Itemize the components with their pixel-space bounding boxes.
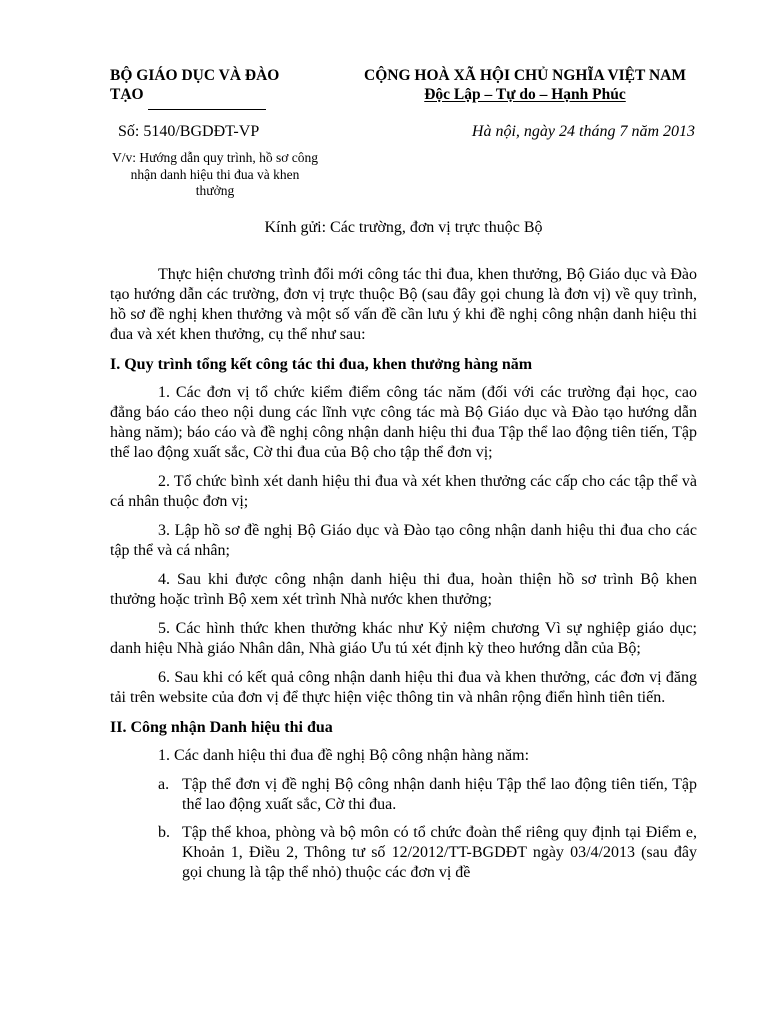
intro-paragraph: Thực hiện chương trình đổi mới công tác thi đua, khen thưởng, Bộ Giáo dục và Đào tạo hướng dẫn các trường, đơn vị trực thuộc Bộ (sau đây gọi chung là đơn vị) về quy trình, hồ sơ đề nghị khen thưởng và một số vấn đề cần lưu ý khi đề nghị công nhận danh hiệu thi đua và xét khen thưởng, cụ thể như sau: bbox=[110, 266, 697, 343]
ministry-underline bbox=[148, 109, 266, 110]
document-date: Hà nội, ngày 24 tháng 7 năm 2013 bbox=[471, 123, 695, 140]
document-subject: V/v: Hướng dẫn quy trình, hồ sơ công nhận danh hiệu thi đua và khen thưởng bbox=[111, 150, 319, 198]
section-1-item: 2. Tổ chức bình xét danh hiệu thi đua và xét khen thưởng các cấp cho các tập thể và cá nhân thuộc đơn vị; bbox=[110, 473, 697, 510]
section-1-heading: I. Quy trình tổng kết công tác thi đua, khen thưởng hàng năm bbox=[110, 356, 533, 373]
section-2-item: 1. Các danh hiệu thi đua đề nghị Bộ công nhận hàng năm: bbox=[158, 747, 530, 764]
national-header bbox=[340, 66, 710, 104]
document-number: Số: 5140/BGDĐT-VP bbox=[118, 123, 260, 140]
section-1-item: 5. Các hình thức khen thưởng khác như Kỷ niệm chương Vì sự nghiệp giáo dục; danh hiệu Nhà giáo Nhân dân, Nhà giáo Ưu tú xét định kỳ theo hướng dẫn của Bộ; bbox=[110, 620, 697, 657]
section-2-subitem bbox=[110, 775, 697, 815]
section-1-item: 4. Sau khi được công nhận danh hiệu thi đua, hoàn thiện hồ sơ trình Bộ khen thưởng hoặc trình Bộ xem xét trình Nhà nước khen thưởng; bbox=[110, 571, 697, 608]
section-2-subitem bbox=[110, 823, 697, 883]
section-1-item: 1. Các đơn vị tổ chức kiểm điểm công tác năm (đối với các trường đại học, cao đẳng báo cáo theo nội dung các lĩnh vực công tác mà Bộ Giáo dục và Đào tạo hướng dẫn hàng năm); báo cáo và đề nghị công nhận danh hiệu thi đua Tập thể lao động tiên tiến, Tập thể lao động xuất sắc, Cờ thi đua của Bộ cho tập thể đơn vị; bbox=[110, 384, 697, 461]
national-motto: Độc Lập – Tự do – Hạnh Phúc bbox=[424, 86, 626, 103]
greeting: Kính gửi: Các trường, đơn vị trực thuộc Bộ bbox=[264, 219, 543, 236]
ministry-name: BỘ GIÁO DỤC VÀ ĐÀO TẠO bbox=[110, 67, 280, 103]
subitem-text: Tập thể khoa, phòng và bộ môn có tổ chức đoàn thể riêng quy định tại Điểm e, Khoản 1, Điều 2, Thông tư số 12/2012/TT-BGDĐT ngày 03/4/2013 (sau đây gọi chung là tập thể nhỏ) thuộc các đơn vị đề bbox=[182, 824, 697, 881]
subitem-marker: b. bbox=[158, 824, 170, 841]
section-1-item: 6. Sau khi có kết quả công nhận danh hiệu thi đua và khen thưởng, các đơn vị đăng tải trên website của đơn vị để thực hiện việc thông tin và nhân rộng điển hình tiên tiến. bbox=[110, 669, 697, 706]
country-name: CỘNG HOÀ XÃ HỘI CHỦ NGHĨA VIỆT NAM bbox=[364, 67, 686, 84]
section-1-item: 3. Lập hồ sơ đề nghị Bộ Giáo dục và Đào tạo công nhận danh hiệu thi đua cho các tập thể và cá nhân; bbox=[110, 522, 697, 559]
subitem-text: Tập thể đơn vị đề nghị Bộ công nhận danh hiệu Tập thể lao động tiên tiến, Tập thể lao động xuất sắc, Cờ thi đua. bbox=[182, 776, 697, 813]
document-body bbox=[110, 265, 697, 891]
section-2-heading: II. Công nhận Danh hiệu thi đua bbox=[110, 719, 333, 736]
subitem-marker: a. bbox=[158, 776, 170, 793]
